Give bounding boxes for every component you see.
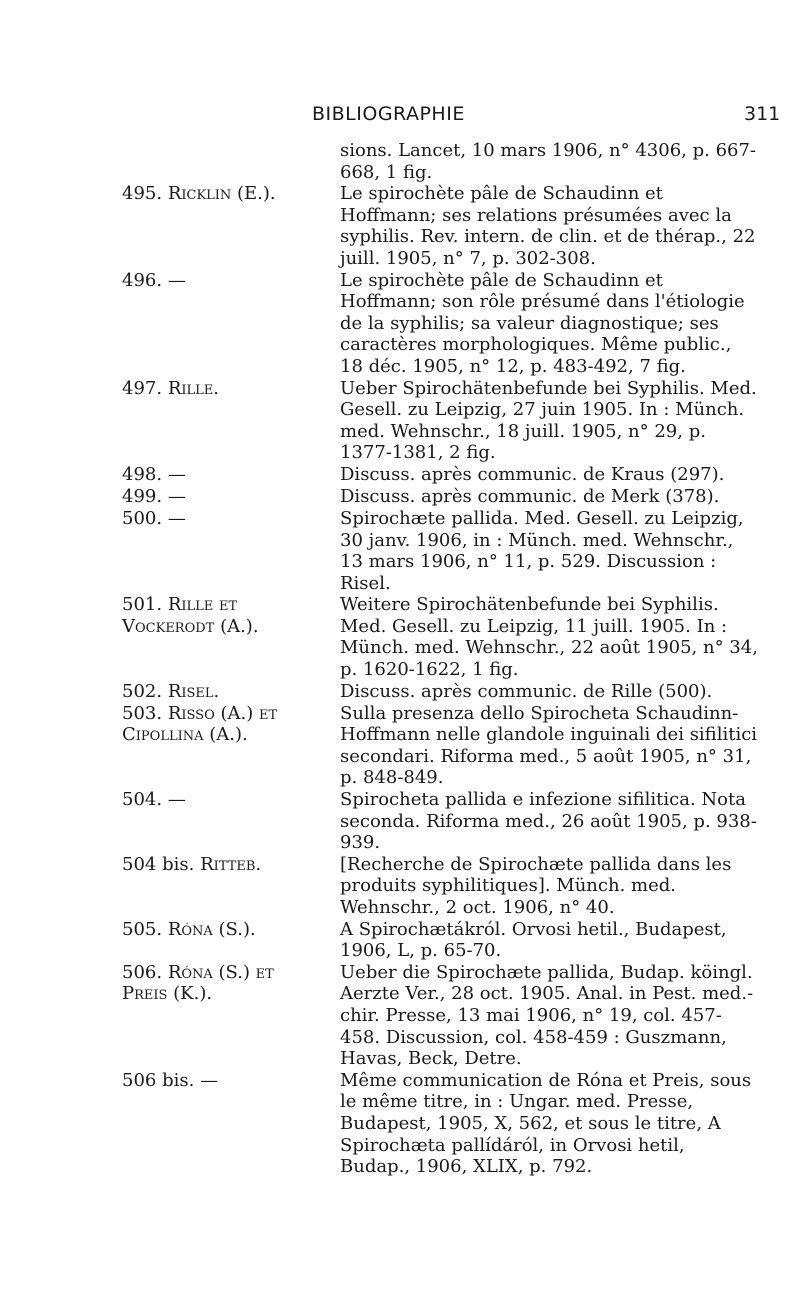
bibliography-entry (0, 594, 801, 680)
bibliography-entry (0, 681, 801, 703)
entry-number: 504 bis. (122, 853, 195, 875)
entry-author: — (167, 269, 186, 291)
entry-author-column (122, 508, 322, 530)
entry-author: Rille. (167, 377, 219, 399)
entry-citation: Le spirochète pâle de Schaudinn et Hoffmann; ses relations présumées avec la syphilis. Rev. intern. de clin. et de thérap., 22 juill. 1905, n° 7, p. 302-308. (340, 183, 756, 269)
continued-entry-text: sions. Lancet, 10 mars 1906, n° 4306, p. 667-668, 1 fig. (340, 140, 757, 183)
entry-author-column (122, 681, 322, 703)
running-title: BIBLIOGRAPHIE (312, 103, 465, 125)
entry-number: 506. (122, 961, 163, 983)
entry-container (0, 183, 801, 1178)
bibliography-entry (0, 703, 801, 789)
entry-number: 501. (122, 594, 163, 616)
entry-citation: Spirochæte pallida. Med. Gesell. zu Leipzig, 30 janv. 1906, in : Münch. med. Wehnschr., 13 mars 1906, n° 11, p. 529. Discussion : Risel. (340, 507, 744, 594)
entry-citation: Sulla presenza dello Spirocheta Schaudinn-Hoffmann nelle glandole inguinali dei sifilitici secondari. Riforma med., 5 août 1905, n° 31, p. 848-849. (340, 702, 758, 789)
entry-citation: Spirocheta pallida e infezione sifilitica. Nota seconda. Riforma med., 26 août 1905, p. 938-939. (340, 789, 757, 854)
bibliography-entry (0, 1070, 801, 1178)
bibliography-entry (0, 789, 801, 854)
entry-citation: Weitere Spirochätenbefunde bei Syphilis. Med. Gesell. zu Leipzig, 11 juill. 1905. In : Münch. med. Wehnschr., 22 août 1905, n° 34, p. 1620-1622, 1 fig. (340, 594, 758, 681)
entry-author-column (122, 962, 322, 1005)
entry-number: 495. (122, 183, 163, 205)
entry-number: 502. (122, 680, 163, 702)
entry-number: 497. (122, 377, 163, 399)
entry-author: — (167, 485, 186, 507)
bibliography-entry (0, 270, 801, 378)
entry-author: Róna (S.) et Preis (K.). (122, 961, 274, 1005)
entry-citation: Même communication de Róna et Preis, sous le même titre, in : Ungar. med. Presse, Budapest, 1905, X, 562, et sous le titre, A Spirochæta pallídáról, in Orvosi hetil, Budap., 1906, XLIX, p. 792. (340, 1069, 752, 1178)
entry-number: 506 bis. (122, 1069, 195, 1091)
entry-number: 499. (122, 485, 163, 507)
entry-citation: Discuss. après communic. de Rille (500). (340, 680, 713, 702)
entry-author-column (122, 486, 322, 508)
bibliography-entry (0, 183, 801, 269)
entry-author: — (167, 507, 186, 529)
entry-citation: A Spirochætákról. Orvosi hetil., Budapest, 1906, L, p. 65-70. (340, 918, 727, 962)
entry-author-column (122, 789, 322, 811)
bibliography-entry (0, 486, 801, 508)
entry-number: 496. (122, 269, 163, 291)
entry-author-column (122, 594, 322, 637)
entry-citation: Discuss. après communic. de Merk (378). (340, 485, 720, 507)
entry-author-column (122, 854, 322, 876)
entry-author: — (167, 463, 186, 485)
bibliography-entry (0, 919, 801, 962)
entry-citation: Ueber Spirochätenbefunde bei Syphilis. Med. Gesell. zu Leipzig, 27 juin 1905. In : Münch. med. Wehnschr., 18 juill. 1905, n° 29, p. 1377-1381, 2 fig. (340, 377, 757, 464)
entry-author-column (122, 270, 322, 292)
entry-number: 500. (122, 507, 163, 529)
entry-number: 505. (122, 918, 163, 940)
entry-author-column (122, 464, 322, 486)
bibliography-entry (0, 378, 801, 464)
entry-author: Rille et Vockerodt (A.). (122, 594, 259, 637)
page-number: 311 (744, 103, 781, 125)
entry-author-column (122, 703, 322, 746)
page-header (0, 103, 801, 133)
entry-citation: Ueber die Spirochæte pallida, Budap. köingl. Aerzte Ver., 28 oct. 1905. Anal. in Pest. med.-chir. Presse, 13 mai 1906, n° 19, col. 457-458. Discussion, col. 458-459 : Guszmann, Havas, Beck, Detre. (340, 961, 754, 1070)
entry-author: Róna (S.). (167, 918, 256, 940)
entry-author: — (167, 789, 186, 811)
bibliography-entry (0, 508, 801, 594)
entry-author-column (122, 919, 322, 941)
bibliography-entry (0, 854, 801, 919)
bibliography-entry (0, 962, 801, 1070)
bibliography-list (0, 140, 801, 1178)
entry-citation: Le spirochète pâle de Schaudinn et Hoffmann; son rôle présumé dans l'étiologie de la syphilis; sa valeur diagnostique; ses caractères morphologiques. Même public., 18 déc. 1905, n° 12, p. 483-492, 7 fig. (340, 269, 745, 377)
entry-author: Risel. (167, 680, 220, 702)
entry-author: — (200, 1069, 219, 1091)
entry-citation: Discuss. après communic. de Kraus (297). (340, 463, 725, 485)
bibliography-entry (0, 464, 801, 486)
entry-author-column (122, 378, 322, 400)
entry-author-column (122, 1070, 322, 1092)
entry-author: Risso (A.) et Cipollina (A.). (122, 702, 278, 746)
entry-number: 503. (122, 702, 163, 724)
entry-author-column (122, 183, 322, 205)
entry-number: 504. (122, 789, 163, 811)
entry-author: Ricklin (E.). (167, 183, 276, 205)
entry-number: 498. (122, 463, 163, 485)
entry-author: Ritteb. (200, 853, 262, 875)
entry-citation: [Recherche de Spirochæte pallida dans les produits syphilitiques]. Münch. med. Wehnschr., 2 oct. 1906, n° 40. (340, 853, 732, 918)
